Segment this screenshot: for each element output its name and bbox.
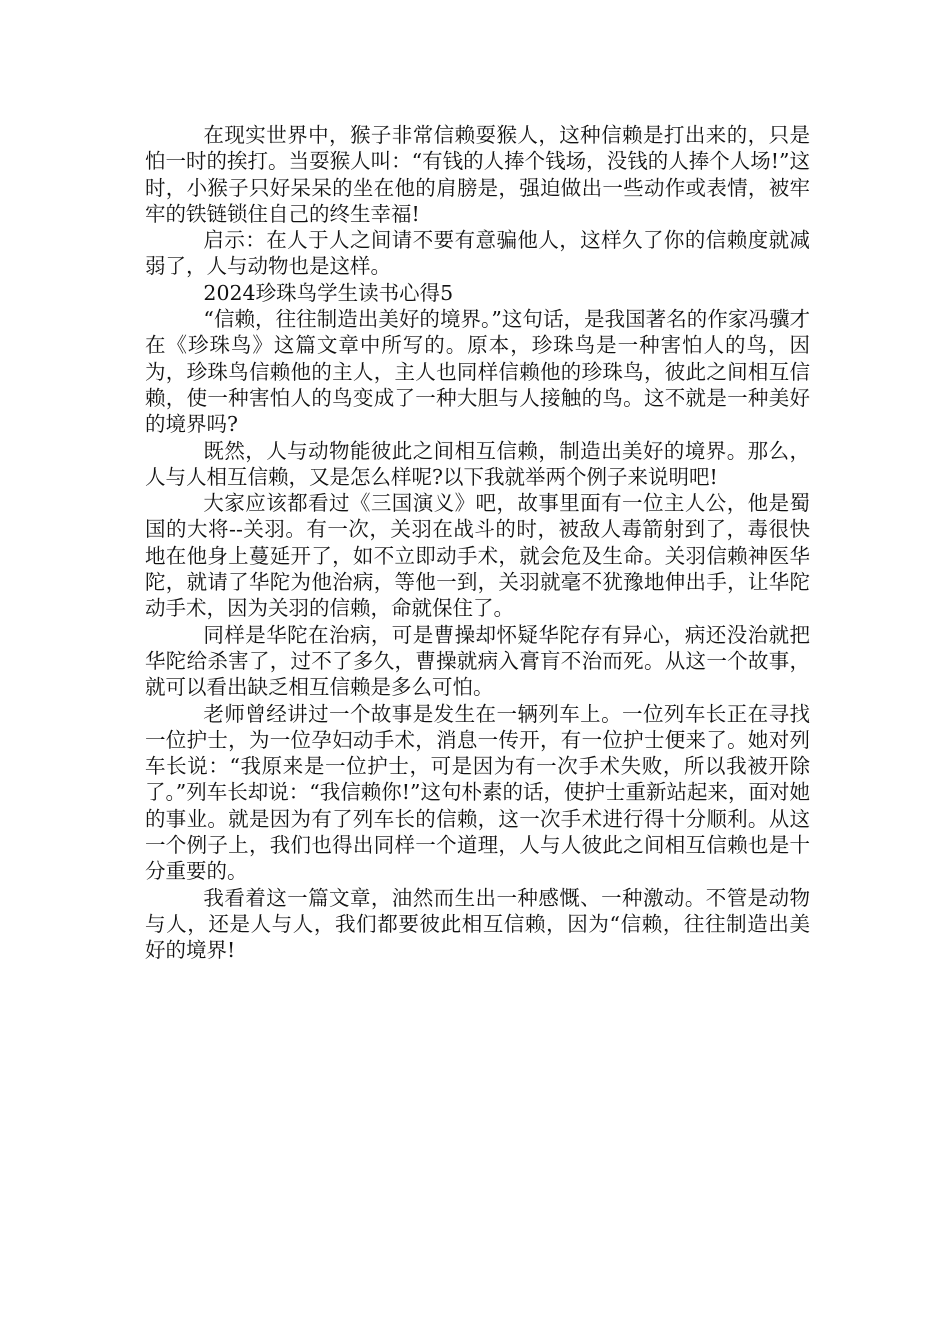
document-page <box>145 122 810 964</box>
paragraph-conclusion: 我看着这一篇文章，油然而生出一种感慨、一种激动。不管是动物与人，还是人与人，我们都要彼此相互信赖，因为“信赖，往往制造出美好的境界! <box>145 885 810 963</box>
essay-heading: 2024珍珠鸟学生读书心得5 <box>203 280 454 305</box>
paragraph-insight: 启示：在人于人之间请不要有意骗他人，这样久了你的信赖度就减弱了，人与动物也是这样。 <box>145 228 810 279</box>
paragraph-transition: 既然，人与动物能彼此之间相互信赖，制造出美好的境界。那么，人与人相互信赖，又是怎么样呢?以下我就举两个例子来说明吧! <box>145 438 810 489</box>
paragraph-guan-yu: 大家应该都看过《三国演义》吧，故事里面有一位主人公，他是蜀国的大将--关羽。有一次，关羽在战斗的时，被敌人毒箭射到了，毒很快地在他身上蔓延开了，如不立即动手术，就会危及生命。关羽信赖神医华陀，就请了华陀为他治病，等他一到，关羽就毫不犹豫地伸出手，让华陀动手术，因为关羽的信赖，命就保住了。 <box>145 491 810 621</box>
paragraph-cao-cao: 同样是华陀在治病，可是曹操却怀疑华陀存有异心，病还没治就把华陀给杀害了，过不了多久，曹操就病入膏肓不治而死。从这一个故事，就可以看出缺乏相互信赖是多么可怕。 <box>145 622 810 700</box>
paragraph-monkey: 在现实世界中，猴子非常信赖耍猴人，这种信赖是打出来的，只是怕一时的挨打。当耍猴人叫：“有钱的人捧个钱场，没钱的人捧个人场!”这时，小猴子只好呆呆的坐在他的肩膀是，强迫做出一些动作或表情，被牢牢的铁链锁住自己的终生幸福! <box>145 123 810 226</box>
paragraph-quote: “信赖，往往制造出美好的境界。”这句话，是我国著名的作家冯骥才在《珍珠鸟》这篇文章中所写的。原本，珍珠鸟是一种害怕人的鸟，因为，珍珠鸟信赖他的主人，主人也同样信赖他的珍珠鸟，彼此之间相互信赖，使一种害怕人的鸟变成了一种大胆与人接触的鸟。这不就是一种美好的境界吗? <box>145 307 810 437</box>
paragraph-train: 老师曾经讲过一个故事是发生在一辆列车上。一位列车长正在寻找一位护士，为一位孕妇动手术，消息一传开，有一位护士便来了。她对列车长说：“我原来是一位护士，可是因为有一次手术失败，所以我被开除了。”列车长却说：“我信赖你!”这句朴素的话，使护士重新站起来，面对她的事业。就是因为有了列车长的信赖，这一次手术进行得十分顺利。从这一个例子上，我们也得出同样一个道理，人与人彼此之间相互信赖也是十分重要的。 <box>145 701 810 884</box>
